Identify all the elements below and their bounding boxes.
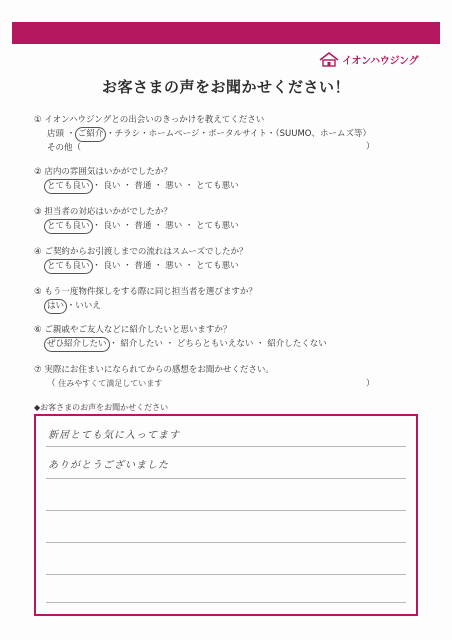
option-others[interactable]: ・ 良い ・ 普通 ・ 悪い ・ とても悪い xyxy=(92,181,239,191)
house-logo-icon xyxy=(318,50,340,68)
option-no[interactable]: ・いいえ xyxy=(66,301,101,311)
ruled-line xyxy=(46,542,406,543)
handwritten-line-2: ありがとうございました xyxy=(48,460,169,471)
handwritten-line-1: 新居とても気に入ってます xyxy=(48,430,180,441)
ruled-line xyxy=(46,510,406,511)
question-2 xyxy=(34,166,239,194)
question-5 xyxy=(34,286,257,314)
comments-box[interactable] xyxy=(34,414,418,616)
question-6-options xyxy=(34,337,327,352)
option-definitely-selected[interactable]: ぜひ紹介したい xyxy=(44,337,110,352)
comments-label: ◆お客さまのお声をお聞かせください xyxy=(34,403,169,412)
question-5-options xyxy=(34,299,257,314)
ruled-line xyxy=(46,446,406,447)
question-1 xyxy=(34,114,371,155)
ruled-line xyxy=(46,478,406,479)
question-4-text: ④ ご契約からお引渡しまでの流れはスムーズでしたか？ xyxy=(34,247,248,257)
option-very-good-selected[interactable]: とても良い xyxy=(44,219,93,234)
question-1-other-close: ） xyxy=(366,142,375,152)
question-6 xyxy=(34,324,327,352)
answer-open-paren: （ xyxy=(47,379,56,389)
option-others[interactable]: ・ 良い ・ 普通 ・ 悪い ・ とても悪い xyxy=(92,221,239,231)
question-1-text: ① イオンハウジングとの出会いのきっかけを教えてください xyxy=(34,115,265,125)
brand-logo xyxy=(318,50,428,68)
option-store[interactable]: 店頭 xyxy=(47,129,65,139)
page-title: お客さまの声をお聞かせください！ xyxy=(101,78,350,96)
option-referral-selected[interactable]: ご紹介 xyxy=(75,127,107,142)
question-4 xyxy=(34,246,247,274)
question-3-text: ③ 担当者の対応はいかがでしたか？ xyxy=(34,207,172,217)
option-very-good-selected[interactable]: とても良い xyxy=(44,259,93,274)
option-others[interactable]: ・ 紹介したい ・ どちらともいえない ・ 紹介したくない xyxy=(109,339,327,349)
question-3-options xyxy=(34,219,239,234)
option-yes-selected[interactable]: はい xyxy=(44,299,67,314)
option-very-good-selected[interactable]: とても良い xyxy=(44,179,93,194)
question-7-answer-line xyxy=(34,377,274,391)
question-4-options xyxy=(34,259,247,274)
question-6-text: ⑥ ご親戚やご友人などに紹介したいと思いますか？ xyxy=(34,325,232,335)
question-5-text: ⑤ もう一度物件探しをする際に同じ担当者を選びますか？ xyxy=(34,287,257,297)
ruled-line xyxy=(46,574,406,575)
option-others[interactable]: ・ 良い ・ 普通 ・ 悪い ・ とても悪い xyxy=(92,261,239,271)
question-1-options: 店頭 ・ ご紹介 ・チラシ・ホームページ・ポータルサイト・（SUUMO、ホームズ等） xyxy=(34,127,371,142)
question-1-other[interactable]: その他（ xyxy=(47,143,82,153)
ruled-line xyxy=(46,602,406,603)
question-2-text: ② 店内の雰囲気はいかがでしたか？ xyxy=(34,167,172,177)
option-others[interactable]: ・チラシ・ホームページ・ポータルサイト・（SUUMO、ホームズ等） xyxy=(106,129,371,139)
question-2-options xyxy=(34,179,239,194)
question-3 xyxy=(34,206,239,234)
question-7-text: ⑦ 実際にお住まいになられてからの感想をお聞かせください。 xyxy=(34,365,274,375)
brand-name: イオンハウジング xyxy=(342,55,419,67)
header-band xyxy=(12,22,440,44)
answer-close-paren: ） xyxy=(366,379,375,389)
handwritten-answer[interactable]: 住みやすくて満足しています xyxy=(58,379,163,388)
question-7 xyxy=(34,364,274,391)
